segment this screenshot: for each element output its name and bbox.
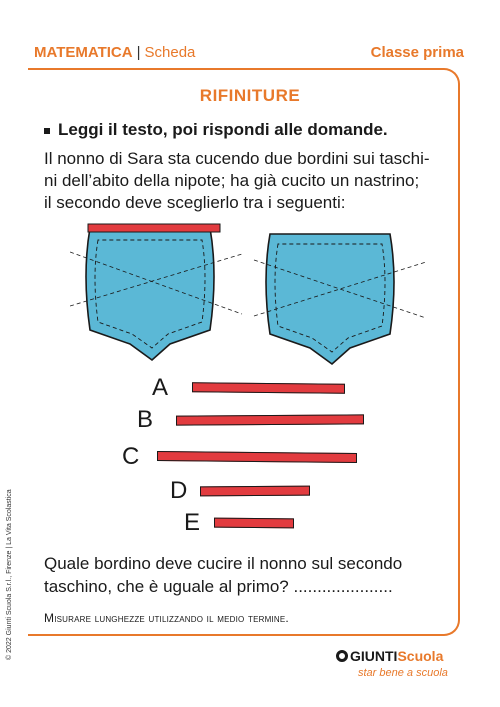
instruction-text: Leggi il testo, poi rispondi alle domande. <box>58 120 388 139</box>
option-label: A <box>152 374 169 401</box>
ribbon-bar <box>176 414 364 425</box>
ribbon-bar <box>157 451 357 463</box>
subject-label: MATEMATICA <box>34 44 133 61</box>
teacher-note: Misurare lunghezze utilizzando il medio termine. <box>44 611 289 625</box>
option-label: C <box>122 443 140 470</box>
bullet-icon <box>44 128 50 134</box>
section-label: Scheda <box>144 44 196 61</box>
brand-logo <box>336 648 443 664</box>
header-separator: | <box>136 44 141 61</box>
question-text <box>44 552 464 598</box>
copyright-text: © 2022 Giunti Scuola S.r.l., Firenze | La Vita Scolastica <box>6 489 13 660</box>
ribbon-bar <box>200 486 310 497</box>
instruction <box>44 120 388 140</box>
ribbon-bar <box>192 382 345 394</box>
giunti-logo-icon <box>336 650 348 662</box>
header-subject <box>34 44 195 61</box>
first-pocket <box>70 224 242 360</box>
grade-label: Classe prima <box>370 44 464 61</box>
brand-accent: Scuola <box>397 648 444 664</box>
problem-line: Il nonno di Sara sta cucendo due bordini sui taschi- <box>44 149 430 168</box>
brand-name: GIUNTI <box>350 648 398 664</box>
second-pocket <box>254 234 426 364</box>
problem-line: ni dell’abito della nipote; ha già cucito un nastrino; <box>44 171 420 190</box>
problem-line: il secondo deve sceglierlo tra i seguenti: <box>44 193 346 212</box>
brand-tagline: star bene a scuola <box>358 667 448 679</box>
pockets-illustration <box>70 214 430 374</box>
page-title: RIFINITURE <box>199 86 301 105</box>
problem-text <box>44 148 454 214</box>
question-line: Quale bordino deve cucire il nonno sul secondo <box>44 554 403 573</box>
sewn-ribbon <box>88 224 220 232</box>
option-label: B <box>137 406 154 433</box>
ribbon-bar <box>214 518 294 529</box>
question-line: taschino, che è uguale al primo? ..................... <box>44 577 393 596</box>
option-label: D <box>170 477 188 504</box>
option-label: E <box>184 509 201 536</box>
